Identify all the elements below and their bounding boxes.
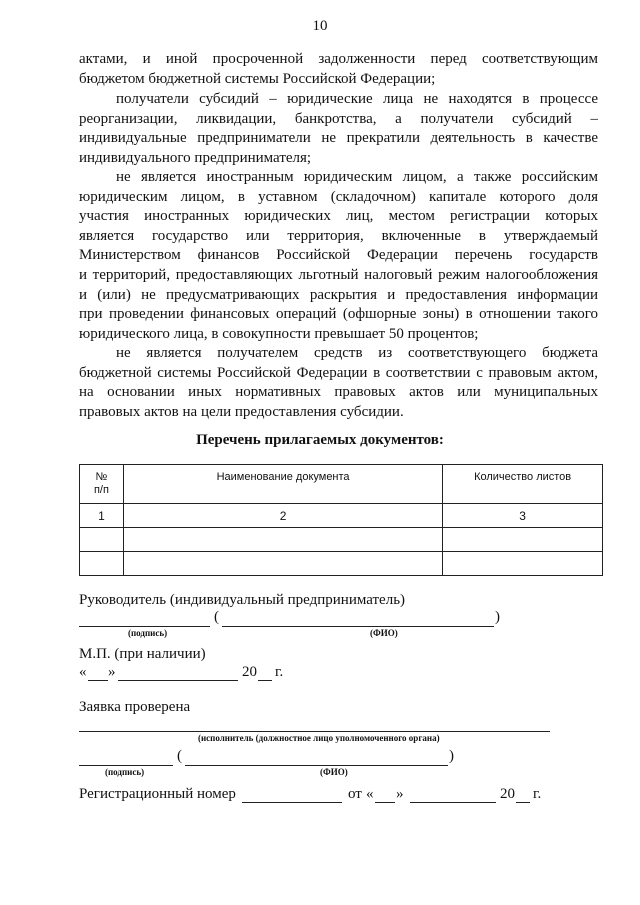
header-number-abbrev: п/п bbox=[93, 484, 109, 496]
date-year-prefix: 20 bbox=[242, 664, 257, 680]
paragraph-debt-continuation bbox=[79, 50, 598, 89]
head-fio-line[interactable] bbox=[222, 626, 494, 627]
page-number: 10 bbox=[312, 18, 328, 34]
stamp-label: М.П. (при наличии) bbox=[79, 646, 206, 662]
check-fio-caption: (ФИО) bbox=[320, 767, 348, 777]
table-cell[interactable] bbox=[123, 552, 442, 576]
table-row bbox=[80, 552, 603, 576]
registration-label: Регистрационный номер bbox=[79, 786, 236, 802]
paragraph-budget-recipient bbox=[79, 344, 598, 422]
text-line: является государство или территория, включенные в утверждаемый bbox=[79, 227, 598, 244]
table-row bbox=[80, 528, 603, 552]
text-line: и (или) не предусматривающих раскрытия и предоставления информации bbox=[79, 286, 598, 303]
registration-from: от bbox=[348, 786, 362, 802]
column-number: 2 bbox=[123, 504, 442, 528]
registration-year-field[interactable] bbox=[516, 802, 530, 803]
text-line: при проведении финансовых операций (офшорные зоны) в отношении такого bbox=[79, 306, 598, 323]
head-signature-line[interactable] bbox=[79, 626, 210, 627]
text-line: индивидуальные предприниматели не прекратили деятельность в качестве bbox=[79, 130, 598, 147]
column-number: 1 bbox=[80, 504, 124, 528]
head-label: Руководитель (индивидуальный предприниматель) bbox=[79, 592, 406, 608]
registration-month-field[interactable] bbox=[410, 802, 496, 803]
text-line: актами, и иной просроченной задолженности перед соответствующим bbox=[79, 51, 598, 67]
table-cell[interactable] bbox=[80, 528, 124, 552]
table-cell[interactable] bbox=[80, 552, 124, 576]
date-quote-close: » bbox=[108, 664, 116, 680]
executor-caption: (исполнитель (должностное лицо уполномоченного органа) bbox=[198, 733, 440, 743]
table-cell[interactable] bbox=[123, 528, 442, 552]
paragraph-reorganization bbox=[79, 90, 598, 168]
text-line: Министерством финансов Российской Федерации перечень государств bbox=[79, 247, 598, 264]
table-cell[interactable] bbox=[443, 552, 603, 576]
text-line: индивидуального предпринимателя; bbox=[79, 149, 312, 166]
table-column-numbers-row bbox=[80, 504, 603, 528]
text-line: реорганизации, ликвидации, банкротства, а получатели субсидий – bbox=[79, 110, 598, 127]
text-line: и территорий, предоставляющих льготный налоговый режим налогообложения bbox=[79, 266, 598, 283]
table-cell[interactable] bbox=[443, 528, 603, 552]
text-line: правовых актов на цели предоставления субсидии. bbox=[79, 403, 404, 420]
header-number-symbol: № bbox=[95, 471, 108, 483]
open-paren: ( bbox=[214, 609, 219, 625]
text-line: не является получателем средств из соответствующего бюджета bbox=[116, 345, 598, 361]
check-signature-line[interactable] bbox=[79, 765, 173, 766]
head-sign-caption: (подпись) bbox=[128, 628, 168, 638]
text-line: бюджетной системы Российской Федерации в соответствии с правовым актом, bbox=[79, 364, 598, 381]
registration-year-suffix: г. bbox=[533, 786, 542, 802]
head-fio-caption: (ФИО) bbox=[370, 628, 398, 638]
header-sheet-count: Количество листов bbox=[443, 465, 603, 504]
registration-quote-open: « bbox=[366, 786, 374, 802]
registration-number-field[interactable] bbox=[242, 802, 342, 803]
close-paren: ) bbox=[495, 609, 500, 625]
text-line: юридического лица, в совокупности превышает 50 процентов; bbox=[79, 325, 479, 342]
date-year-field[interactable] bbox=[258, 680, 272, 681]
executor-line[interactable] bbox=[79, 731, 550, 732]
date-month-field[interactable] bbox=[118, 680, 238, 681]
text-line: юридическим лицом, в уставном (складочном) капитале которого доля bbox=[79, 188, 598, 205]
date-quote-open: « bbox=[79, 664, 87, 680]
date-year-suffix: г. bbox=[275, 664, 284, 680]
documents-list-title: Перечень прилагаемых документов: bbox=[196, 432, 444, 448]
column-number: 3 bbox=[443, 504, 603, 528]
registration-quote-close: » bbox=[396, 786, 404, 802]
text-line: получатели субсидий – юридические лица не находятся в процессе bbox=[116, 91, 598, 107]
documents-table bbox=[79, 464, 603, 576]
check-label: Заявка проверена bbox=[79, 699, 191, 715]
header-number bbox=[80, 465, 124, 504]
check-fio-line[interactable] bbox=[185, 765, 448, 766]
close-paren: ) bbox=[449, 748, 454, 764]
paragraph-foreign-entity bbox=[79, 168, 598, 344]
check-sign-caption: (подпись) bbox=[105, 767, 145, 777]
registration-day-field[interactable] bbox=[375, 802, 395, 803]
registration-year-prefix: 20 bbox=[500, 786, 515, 802]
text-line: участия иностранных юридических лиц, местом регистрации которых bbox=[79, 208, 598, 225]
table-header-row bbox=[80, 465, 603, 504]
date-day-field[interactable] bbox=[88, 680, 108, 681]
header-document-name: Наименование документа bbox=[123, 465, 442, 504]
text-line: не является иностранным юридическим лицом, а также российским bbox=[116, 169, 598, 185]
text-line: бюджетом бюджетной системы Российской Федерации; bbox=[79, 70, 436, 87]
open-paren: ( bbox=[177, 748, 182, 764]
text-line: на основании иных нормативных правовых актов или муниципальных bbox=[79, 384, 598, 401]
